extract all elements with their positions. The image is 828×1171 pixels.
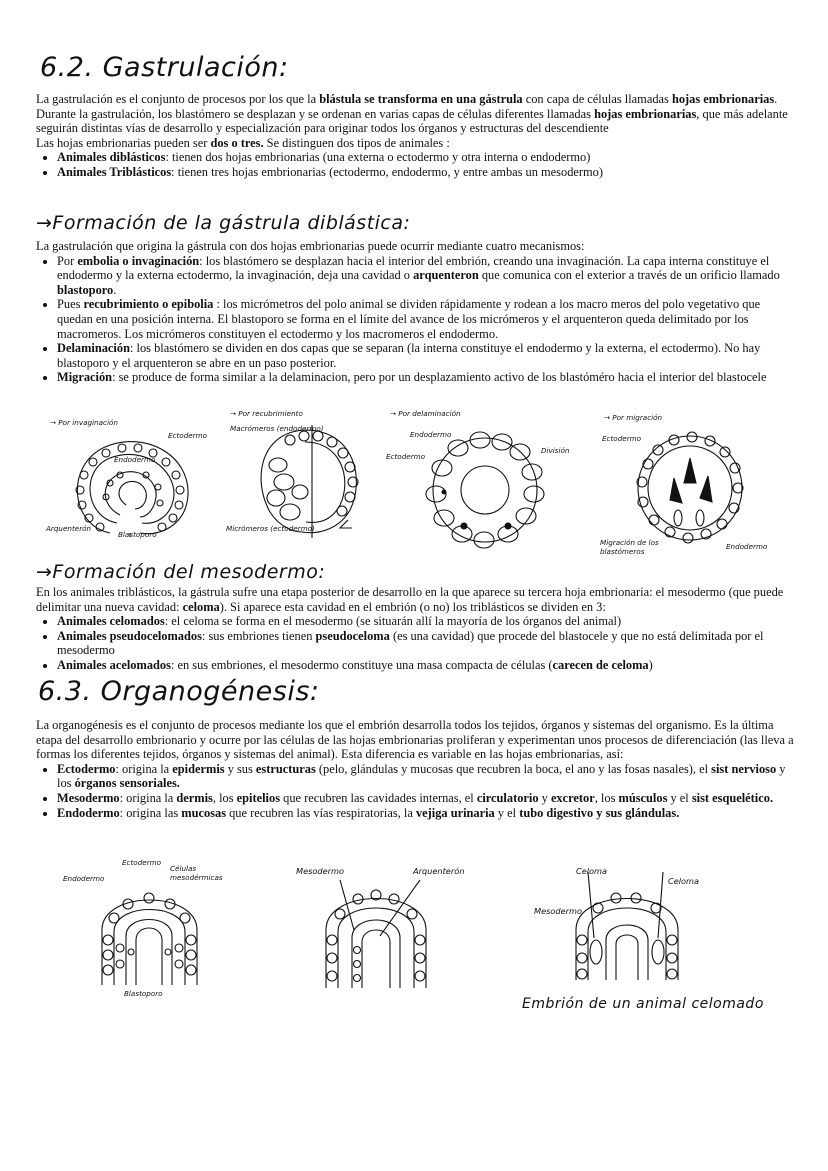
- list-item: • Pues recubrimiento o epibolia : los micrómetros del polo animal se dividen rápidamente y rodean a los macro meros del polo vegetativo que quedan en una posición interna. El blastoporo se forma en el límite del avance de los micrómeros y el arquenteron queda delimitado por los macromeros. Los micrómeros constituyen el ectodermo y los macromeros el endodermo.: [57, 297, 796, 341]
- figure-caption: Embrión de un animal celomado: [522, 996, 764, 1012]
- coelomate-diagram: [568, 880, 688, 985]
- list-item: • Por embolia o invaginación: los blastómero se desplazan hacia el interior del embrión, creando una invaginación. La capa interna constituye el endodermo y la externa ectodermo, la invaginación, deja una cavidad o arquenteron que comunica con el exterior a través de un orificio llamado blastoporo.: [57, 254, 796, 298]
- mesoderm-cells-diagram: [92, 880, 212, 990]
- delaminacion-diagram: [420, 430, 550, 550]
- recubrimiento-diagram: [240, 420, 370, 540]
- diblastica-text: La gastrulación que origina la gástrula con dos hojas embrionarias puede ocurrir mediante cuatro mecanismos: • Por embolia o invaginación: los blastómero se desplazan hacia el interior del embrión, creando una invaginación. La capa interna constituye el endodermo y la externa ectodermo, la invaginación, deja una cavidad o arquenteron que comunica con el exterior a través de un orificio llamado blastoporo. • Pues recubrimiento o epibolia : los micrómetros del polo animal se dividen rápidamente y rodean a los macro meros del polo vegetativo que quedan en una posición interna. El blastoporo se forma en el límite del avance de los micrómeros y el arquenteron queda delimitado por los macromeros. Los micrómeros constituyen el ectodermo y los macromeros el endodermo. • Delaminación: los blastómero se dividen en dos capas que se separan (la interna constituye el endodermo y la externa, el ectodermo). No hay blastoporo y el arquenteron se abre en un paso posterior. • Migración: se produce de forma similar a la delaminacion, pero por un desplazamiento activo de los blastóméro hacia el interior del blastocele: [36, 239, 796, 385]
- organogenesis-text: La organogénesis es el conjunto de procesos mediante los que el embrión desarrolla todos los tejidos, órganos y sistemas del organismo. Es la última etapa del desarrollo embrionario y ocurre por las células de las hojas embrionarias proliferan y experimentan unos procesos de diferenciación (las lleva a formas los diferentes tejidos, órganos y sistemas del animal). Esta diferencia es variable en las hojas embrionarias, así: • Ectodermo: origina la epidermis y sus estructuras (pelo, glándulas y mucosas que recubren la boca, el ano y las fosas nasales), el sist nervioso y los órganos sensoriales. • Mesodermo: origina la dermis, los epitelios que recubren las cavidades internas, el circulatorio y excretor, los músculos y el sist esquelético. • Endodermo: origina las mucosas que recubren las vías respiratorias, la vejiga urinaria y el tubo digestivo y sus glándulas.: [36, 718, 796, 820]
- list-item: • Animales diblásticos: tienen dos hojas embrionarias (una externa o ectodermo y otra interna o endodermo): [57, 150, 796, 165]
- mesodermo-text: En los animales triblásticos, la gástrula sufre una etapa posterior de desarrollo en la que aparece su tercera hoja embrionaria: el mesodermo (que puede delimitar una nueva cavidad: celoma). Si aparece esta cavidad en el embrión (o no) los triblásticos se dividen en 3: • Animales celomados: el celoma se forma en el mesodermo (se situarán allí la mayoría de los órganos del animal) • Animales pseudocelomados: sus embriones tienen pseudoceloma (es una cavidad) que procede del blastocele y que no está delimitada por el mesodermo • Animales acelomados: en sus embriones, el mesodermo constituye una masa compacta de células (carecen de celoma): [36, 585, 796, 673]
- migracion-diagram: [630, 428, 750, 548]
- page: 6.2. Gastrulación: La gastrulación es el conjunto de procesos por los que la blástula se transforma en una gástrula con capa de células llamadas hojas embrionarias. Durante la gastrulación, los blastómero se desplazan y se ordenan en varias capas de células diferentes llamadas hojas embrionarias, que más adelante seguirán distintas vías de desarrollo y especialización para originar todos los órganos y estructuras del descendiente Las hojas embrionarias pueden ser dos o tres. Se distinguen dos tipos de animales : • Animales diblásticos: tienen dos hojas embrionarias (una externa o ectodermo y otra interna o endodermo) • Animales Triblásticos: tienen tres hojas embrionarias (ectodermo, endodermo, y entre ambas un mesodermo) →Formación de la gástrula diblástica: La gastrulación que origina la gástrula con dos hojas embrionarias puede ocurrir mediante cuatro mecanismos: • Por embolia o invaginación: los blastómero se desplazan hacia el interior del embrión, creando una invaginación. La capa interna constituye el endodermo y la externa ectodermo, la invaginación, deja una cavidad o arquenteron que comunica con el exterior a través de un orificio llamado blastoporo. • Pues recubrimiento o epibolia : los micrómetros del polo animal se dividen rápidamente y rodean a los macro meros del polo vegetativo que quedan en una posición interna. El blastoporo se forma en el límite del avance de los micrómeros y el arquenteron queda delimitado por los macromeros. Los micrómeros constituyen el ectodermo y los macromeros el endodermo. • Delaminación: los blastómero se dividen en dos capas que se separan (la interna constituye el endodermo y la externa, el ectodermo). No hay blastoporo y el arquenteron se abre en un paso posterior. • Migración: se produce de forma similar a la delaminacion, pero por un desplazamiento activo de los blastóméro hacia el interior del blastocele → Por invaginación Ectodermo Endodermo Arquenterón Blastoporo → Por recubrimiento Macrómeros (endodermo) Micrómeros (ectodermo) → Por delaminación Endodermo Ectodermo División → Por migración Ectodermo Migración de los blastómeros Endodermo →Formación del mesodermo: En los animales triblásticos, la gástrula sufre una etapa posterior de desarrollo en la que aparece su tercera hoja embrionaria: el mesodermo (que puede delimitar una nueva cavidad: celoma). Si aparece esta cavidad en el embrión (o no) los triblásticos se dividen en 3: • Animales celomados: el celoma se forma en el mesodermo (se situarán allí la mayoría de los órganos del animal) • Animales pseudocelomados: sus embriones tienen pseudoceloma (es una cavidad) que procede del blastocele y que no está delimitada por el mesodermo • Animales acelomados: en sus embriones, el mesodermo constituye una masa compacta de células (carecen de celoma) 6.3. Organogénesis: La organogénesis es el conjunto de procesos mediante los que el embrión desarrolla todos los tejidos, órganos y sistemas del organismo. Es la última etapa del desarrollo embrionario y ocurre por las células de las hojas embrionarias proliferan y experimentan unos procesos de diferenciación (las lleva a formas los diferentes tejidos, órganos y sistemas del animal). Esta diferencia es variable en las hojas embrionarias, así: • Ectodermo: origina la epidermis y sus estructuras (pelo, glándulas y mucosas que recubren la boca, el ano y las fosas nasales), el sist nervioso y los órganos sensoriales. • Mesodermo: origina la dermis, los epitelios que recubren las cavidades internas, el circulatorio y excretor, los músculos y el sist esquelético. • Endodermo: origina las mucosas que recubren las vías respiratorias, la vejiga urinaria y el tubo digestivo y sus glándulas. Ectodermo Endodermo Células mesodérmicas Blastoporo Mesodermo Arquenterón Celoma Celoma Mesodermo Embrión de un animal celomado: [0, 0, 828, 1171]
- subtitle-mesodermo: →Formación del mesodermo:: [36, 561, 326, 583]
- list-item: • Mesodermo: origina la dermis, los epitelios que recubren las cavidades internas, el circulatorio y excretor, los músculos y el sist esquelético.: [57, 791, 796, 806]
- mesoderm-diagram: [318, 880, 438, 990]
- list-item: • Ectodermo: origina la epidermis y sus estructuras (pelo, glándulas y mucosas que recubren la boca, el ano y las fosas nasales), el sist nervioso y los órganos sensoriales.: [57, 762, 796, 791]
- list-item: • Endodermo: origina las mucosas que recubren las vías respiratorias, la vejiga urinaria y el tubo digestivo y sus glándulas.: [57, 806, 796, 821]
- list-item: • Animales acelomados: en sus embriones, el mesodermo constituye una masa compacta de células (carecen de celoma): [57, 658, 796, 673]
- list-item: • Migración: se produce de forma similar a la delaminacion, pero por un desplazamiento activo de los blastóméro hacia el interior del blastocele: [57, 370, 796, 385]
- subtitle-diblastica: →Formación de la gástrula diblástica:: [36, 212, 411, 234]
- list-item: • Delaminación: los blastómero se dividen en dos capas que se separan (la interna constituye el endodermo y la externa, el ectodermo). No hay blastoporo y el arquenteron se abre en un paso posterior.: [57, 341, 796, 370]
- list-item: • Animales celomados: el celoma se forma en el mesodermo (se situarán allí la mayoría de los órganos del animal): [57, 614, 796, 629]
- gastrulacion-text: La gastrulación es el conjunto de procesos por los que la blástula se transforma en una gástrula con capa de células llamadas hojas embrionarias. Durante la gastrulación, los blastómero se desplazan y se ordenan en varias capas de células diferentes llamadas hojas embrionarias, que más adelante seguirán distintas vías de desarrollo y especialización para originar todos los órganos y estructuras del descendiente Las hojas embrionarias pueden ser dos o tres. Se distinguen dos tipos de animales : • Animales diblásticos: tienen dos hojas embrionarias (una externa o ectodermo y otra interna o endodermo) • Animales Triblásticos: tienen tres hojas embrionarias (ectodermo, endodermo, y entre ambas un mesodermo): [36, 92, 796, 180]
- list-item: • Animales Triblásticos: tienen tres hojas embrionarias (ectodermo, endodermo, y entre ambas un mesodermo): [57, 165, 796, 180]
- section-title-gastrulacion: 6.2. Gastrulación:: [40, 52, 289, 83]
- list-item: • Animales pseudocelomados: sus embriones tienen pseudoceloma (es una cavidad) que procede del blastocele y que no está delimitada por el mesodermo: [57, 629, 796, 658]
- section-title-organogenesis: 6.3. Organogénesis:: [38, 676, 320, 707]
